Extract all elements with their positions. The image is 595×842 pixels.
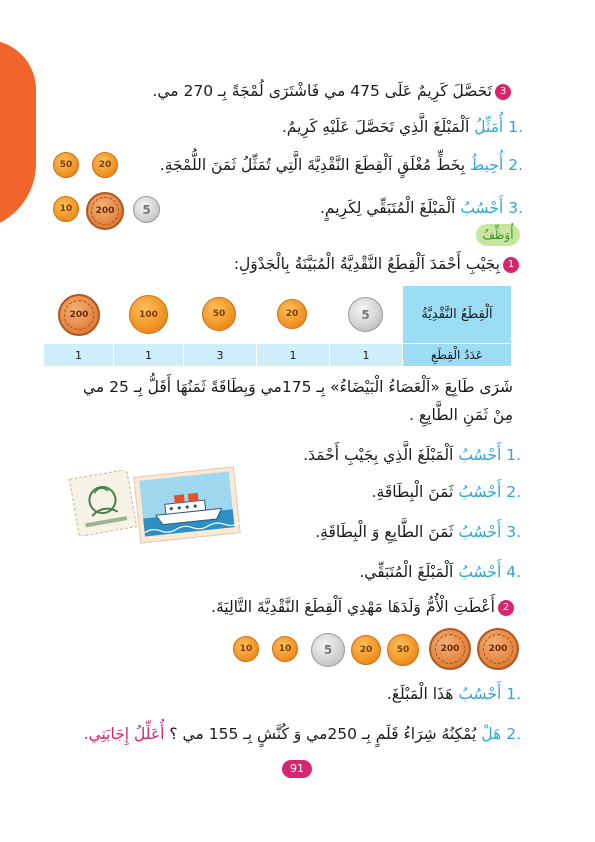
app2-statement: 2أَعْطَتِ الْأُمُّ وَلَدَهَا مَهْدِي اَلْقِطَعَ النَّقْدِيَّةَ التَّالِيَةَ.: [211, 596, 514, 618]
white-cane-stamp-image: [68, 470, 138, 536]
coin-10: 10: [233, 636, 259, 662]
app1-question-4: .4 أَحْسُبُ اَلْمَبْلَغَ الْمُتَبَقِّي.: [359, 563, 521, 581]
coin-50: 50: [202, 297, 236, 331]
coin-20: 20: [277, 299, 307, 329]
app1-question-3: .3 أَحْسُبُ ثَمَنَ الطَّابِعِ وَ الْبِطَاقَةِ.: [315, 523, 521, 541]
app2-question-1: .1 أَحْسُبُ هَذَا الْمَبْلَغَ.: [386, 685, 521, 703]
coin-10: 10: [272, 636, 298, 662]
page-number: 91: [282, 760, 312, 778]
section-badge: أُوَظِّفُ: [476, 224, 520, 246]
ex3-statement: 3تَحَصَّلَ كَرِيمٌ عَلَى 475 مي فَاشْتَرَى لُمْجَةً بِـ 270 مي.: [152, 80, 511, 102]
ex3-question-2: .2 أُحِيطُ بِخَطٍّ مُغْلَقٍ اَلْقِطَعَ النَّقْدِيَّةَ الَّتِي تُمَثِّلُ ثَمَنَ اللُّمْجَةِ.: [159, 156, 523, 174]
count-coin-20: 1: [257, 344, 330, 367]
coin-200: 200: [86, 192, 124, 230]
table-cell-coin-5: [330, 286, 403, 344]
orange-side-decoration: [0, 40, 36, 230]
ex3-question-1: .1 أُمَثِّلُ اَلْمَبْلَغَ الَّذِي تَحَصَّلَ عَلَيْهِ كَرِيمٌ.: [281, 118, 523, 136]
app2-number-badge: 2: [498, 600, 514, 616]
count-coin-100: 1: [114, 344, 184, 367]
count-coin-50: 3: [184, 344, 257, 367]
app1-question-1: .1 أَحْسُبُ اَلْمَبْلَغَ الَّذِي بِجَيْبِ أَحْمَدَ.: [303, 446, 521, 464]
app1-question-2: .2 أَحْسُبُ ثَمَنَ الْبِطَاقَةِ.: [371, 483, 521, 501]
app1-statement: 1بِجَيْبِ أَحْمَدَ اَلْقِطَعُ النَّقْدِيَّةُ الْمُبَيَّنَةُ بِالْجَدْوَلِ:: [234, 253, 519, 275]
coin-5: 5: [311, 633, 345, 667]
table-cell-coin-100: [114, 286, 184, 344]
coin-10: 10: [53, 196, 79, 222]
ex3-question-3: .3 أَحْسُبُ اَلْمَبْلَغَ الْمُتَبَقِّي لِكَرِيمٍ.: [319, 199, 523, 217]
count-coin-200: 1: [44, 344, 114, 367]
coin-200: 200: [477, 628, 519, 670]
app1-paragraph-line2: مِنْ ثَمَنِ الطَّابِعِ .: [409, 406, 513, 424]
table-header-coins: اَلْقِطَعُ النَّقْدِيَّةُ: [403, 286, 512, 344]
coin-100: 100: [129, 295, 168, 334]
coin-50: 50: [53, 152, 79, 178]
table-cell-coin-200: [44, 286, 114, 344]
coin-200: 200: [429, 628, 471, 670]
app1-paragraph-line1: شَرَى طَابِعَ «اَلْعَصَاءُ الْبَيْضَاءُ» بِـ 175مي وَبِطَاقَةً ثَمَنُهَا أَقَلُّ بِـ 25 مي: [83, 378, 513, 396]
ship-card-image: [133, 466, 241, 544]
count-coin-5: 1: [330, 344, 403, 367]
table-header-count: عَدَدُ الْقِطَعِ: [403, 344, 512, 367]
table-cell-coin-50: [184, 286, 257, 344]
app2-question-2: .2 هَلْ يُمْكِنُهُ شِرَاءُ قَلَمٍ بِـ 250مي وَ كُنَّشٍ بِـ 155 مي ؟ أُعَلِّلُ إِجَابَتِي.: [83, 725, 521, 743]
coin-5: 5: [348, 297, 383, 332]
coin-50: 50: [387, 634, 419, 666]
coin-20: 20: [351, 635, 381, 665]
coins-table: [43, 285, 512, 367]
coin-5: 5: [133, 196, 160, 223]
coin-20: 20: [92, 152, 118, 178]
table-cell-coin-20: [257, 286, 330, 344]
coin-200: 200: [58, 294, 100, 336]
ex3-number-badge: 3: [495, 84, 511, 100]
app1-number-badge: 1: [503, 257, 519, 273]
